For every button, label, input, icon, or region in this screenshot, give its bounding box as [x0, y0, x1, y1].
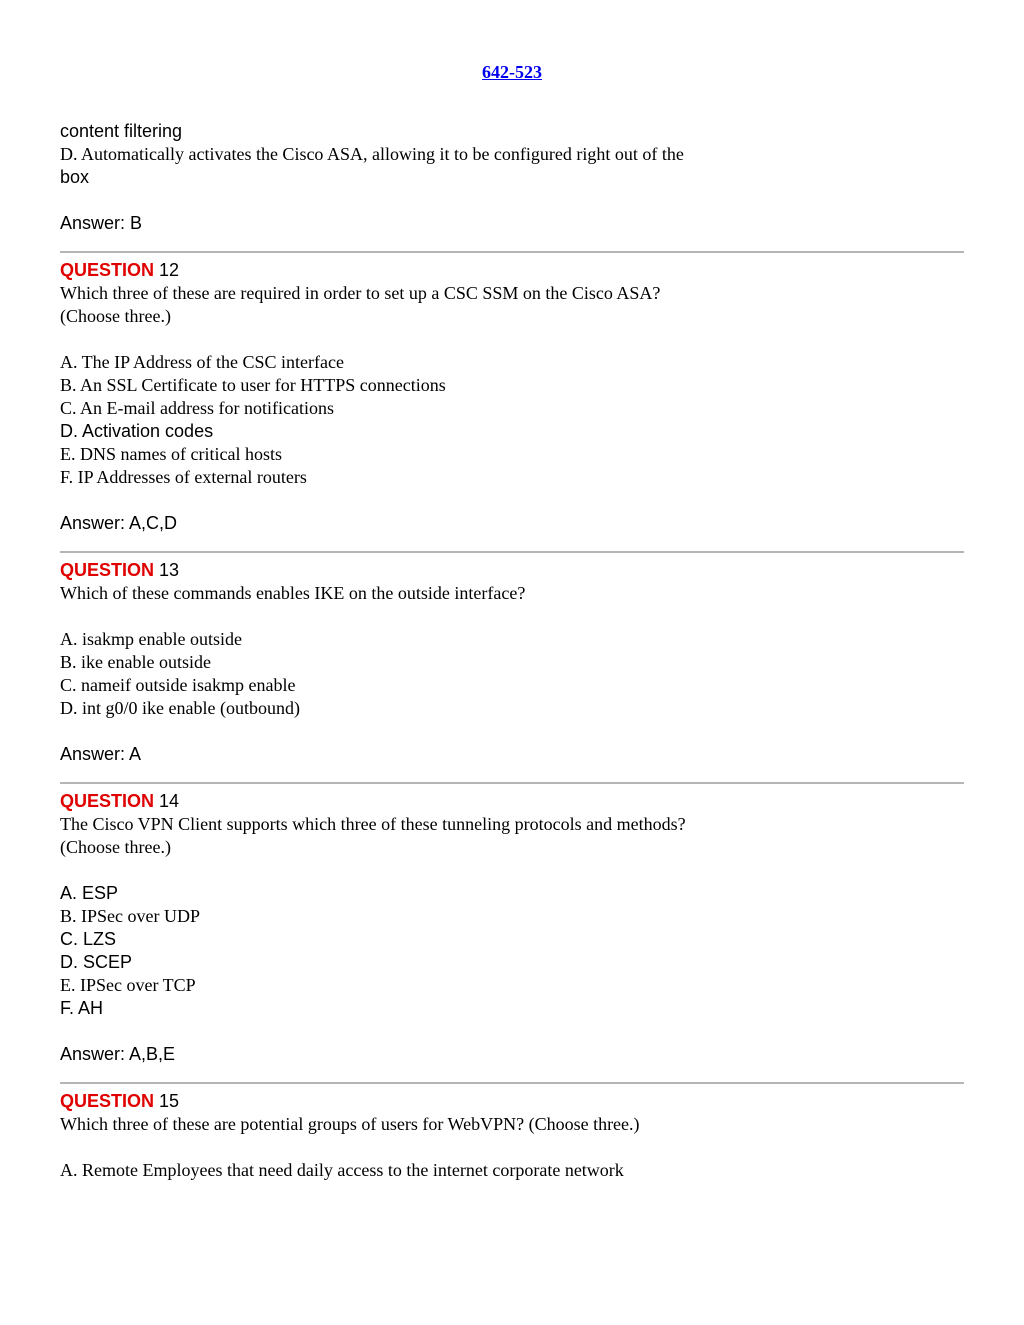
question-text: Which three of these are required in order to set up a CSC SSM on the Cisco ASA?: [60, 283, 661, 303]
question-number: 12: [159, 260, 180, 280]
option-d: D. Activation codes: [60, 421, 214, 441]
question-heading: [60, 559, 964, 582]
option-e: E. IPSec over TCP: [60, 975, 196, 995]
option-d: D. SCEP: [60, 952, 133, 972]
question-text: The Cisco VPN Client supports which three of these tunneling protocols and methods?: [60, 814, 686, 834]
answer-text: Answer: A,C,D: [60, 513, 178, 533]
option-d: D. int g0/0 ike enable (outbound): [60, 698, 300, 718]
option-a: A. Remote Employees that need daily access to the internet corporate network: [60, 1160, 624, 1180]
question-label: QUESTION: [60, 260, 155, 280]
answer-text: Answer: A: [60, 744, 142, 764]
question-text: Which three of these are potential groups of users for WebVPN? (Choose three.): [60, 1114, 640, 1134]
question-15: [60, 1090, 964, 1182]
option-b: B. ike enable outside: [60, 652, 211, 672]
question-number: 15: [159, 1091, 180, 1111]
option-continuation: content filtering: [60, 121, 183, 141]
option-a: A. ESP: [60, 883, 119, 903]
option-a: A. The IP Address of the CSC interface: [60, 352, 344, 372]
question-number: 13: [159, 560, 180, 580]
question-label: QUESTION: [60, 791, 155, 811]
option-f: F. IP Addresses of external routers: [60, 467, 307, 487]
option-continuation: box: [60, 167, 90, 187]
option-text: D. Automatically activates the Cisco ASA, allowing it to be configured right out of the: [60, 144, 684, 164]
option-c: C. An E-mail address for notifications: [60, 398, 334, 418]
question-13: [60, 559, 964, 766]
option-c: C. LZS: [60, 929, 117, 949]
divider: [60, 251, 964, 253]
divider: [60, 551, 964, 553]
option-b: B. IPSec over UDP: [60, 906, 200, 926]
option-f: F. AH: [60, 998, 104, 1018]
page-header: [60, 60, 964, 84]
option-b: B. An SSL Certificate to user for HTTPS connections: [60, 375, 446, 395]
previous-question-continuation: [60, 120, 964, 235]
option-c: C. nameif outside isakmp enable: [60, 675, 296, 695]
exam-code-link[interactable]: 642-523: [482, 62, 542, 82]
question-14: [60, 790, 964, 1066]
question-heading: [60, 1090, 964, 1113]
question-text: (Choose three.): [60, 306, 171, 326]
question-12: [60, 259, 964, 535]
question-number: 14: [159, 791, 180, 811]
divider: [60, 1082, 964, 1084]
question-label: QUESTION: [60, 1091, 155, 1111]
question-heading: [60, 790, 964, 813]
option-e: E. DNS names of critical hosts: [60, 444, 282, 464]
answer-text: Answer: A,B,E: [60, 1044, 176, 1064]
answer-text: Answer: B: [60, 213, 143, 233]
option-a: A. isakmp enable outside: [60, 629, 242, 649]
question-text: Which of these commands enables IKE on the outside interface?: [60, 583, 526, 603]
question-text: (Choose three.): [60, 837, 171, 857]
divider: [60, 782, 964, 784]
question-heading: [60, 259, 964, 282]
question-label: QUESTION: [60, 560, 155, 580]
